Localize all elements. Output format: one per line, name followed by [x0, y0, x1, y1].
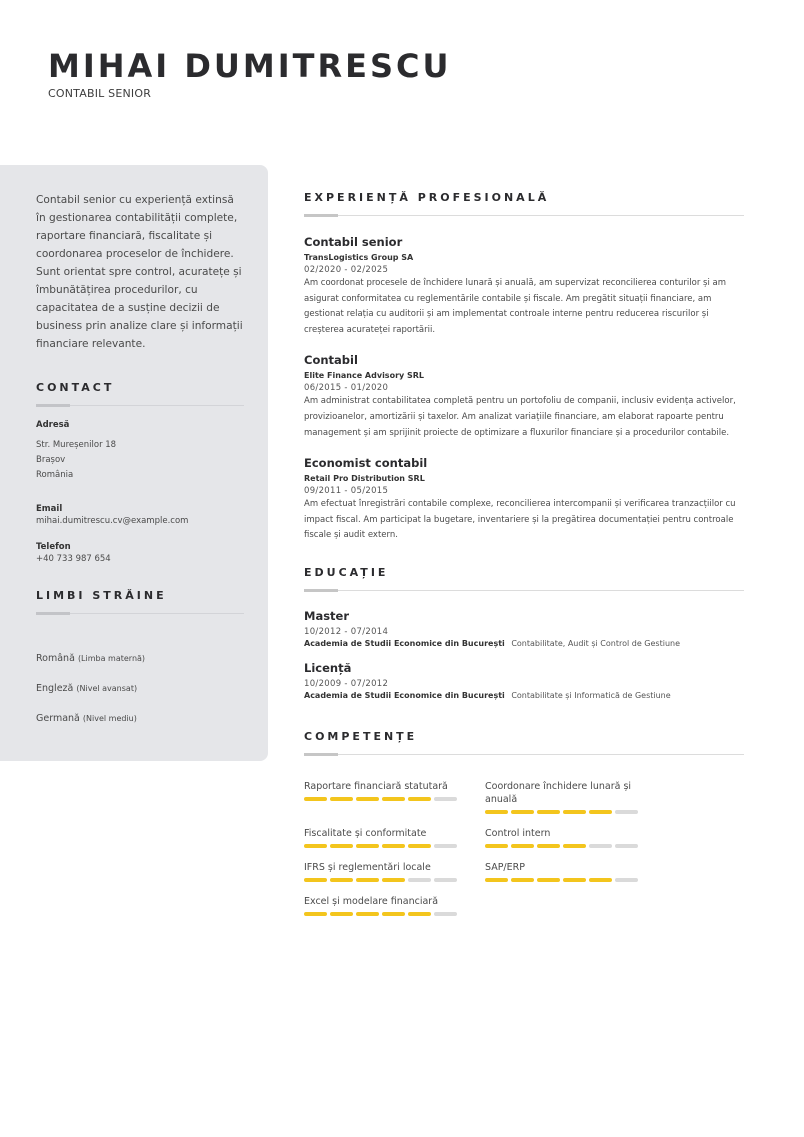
skill-segment-filled — [563, 844, 586, 848]
skill-name: Control intern — [485, 827, 551, 839]
language-item — [36, 711, 244, 726]
experience-section — [304, 191, 744, 544]
language-name: Engleză — [36, 683, 74, 694]
education-dates: 10/2009 - 07/2012 — [304, 678, 389, 689]
skill-segment-filled — [304, 797, 327, 801]
language-level: (Nivel avansat) — [76, 684, 138, 693]
education-entry — [304, 661, 744, 700]
skill-segment-filled — [330, 912, 353, 916]
skill-item — [304, 827, 485, 848]
skill-name: Fiscalitate și conformitate — [304, 827, 427, 839]
skill-item — [304, 780, 485, 814]
language-item — [36, 651, 244, 666]
education-dates: 10/2012 - 07/2014 — [304, 626, 389, 637]
skill-segment-filled — [330, 878, 353, 882]
email-label: Email — [36, 504, 63, 514]
skill-rating-bar — [485, 878, 666, 882]
job-company: Retail Pro Distribution SRL — [304, 474, 425, 484]
skill-segment-empty — [434, 912, 457, 916]
job-dates: 06/2015 - 01/2020 — [304, 383, 389, 394]
experience-heading: EXPERIENȚĂ PROFESIONALĂ — [304, 191, 550, 204]
skill-segment-filled — [563, 810, 586, 814]
skill-rating-bar — [485, 844, 666, 848]
job-dates: 09/2011 - 05/2015 — [304, 486, 389, 497]
skill-segment-filled — [382, 878, 405, 882]
skill-name: IFRS și reglementări locale — [304, 861, 431, 873]
job-dates: 02/2020 - 02/2025 — [304, 265, 389, 275]
languages-heading: LIMBI STRĂINE — [36, 589, 167, 602]
section-divider — [304, 214, 744, 217]
address-label: Adresă — [36, 420, 70, 430]
job-company: Elite Finance Advisory SRL — [304, 371, 425, 381]
skill-segment-filled — [356, 912, 379, 916]
skill-segment-empty — [615, 878, 638, 882]
skill-segment-filled — [382, 844, 405, 848]
skill-segment-empty — [615, 810, 638, 814]
language-name: Română — [36, 653, 75, 664]
main-content — [304, 191, 744, 916]
job-entry — [304, 235, 744, 338]
job-entry — [304, 456, 744, 544]
language-level: (Nivel mediu) — [82, 714, 137, 723]
email-value[interactable]: mihai.dumitrescu.cv@example.com — [36, 516, 189, 526]
job-entry — [304, 353, 744, 441]
skill-item — [304, 895, 485, 916]
skill-segment-filled — [589, 878, 612, 882]
section-divider — [304, 589, 744, 592]
skill-name: Excel și modelare financiară — [304, 895, 439, 907]
skills-grid — [304, 780, 744, 916]
address-block — [36, 420, 244, 483]
skill-segment-filled — [356, 797, 379, 801]
skill-rating-bar — [304, 878, 485, 882]
education-school: Academia de Studii Economice din București — [304, 690, 505, 700]
education-field: Contabilitate, Audit și Control de Gestiune — [511, 638, 681, 648]
education-heading: EDUCAȚIE — [304, 565, 389, 579]
language-level: (Limba maternă) — [77, 654, 146, 663]
skill-item — [485, 861, 666, 882]
contact-heading: CONTACT — [36, 381, 115, 394]
skills-heading: COMPETENȚE — [304, 729, 418, 743]
job-title: Contabil senior — [304, 235, 403, 249]
skill-name: SAP/ERP — [485, 861, 525, 873]
education-section — [304, 566, 744, 700]
skills-section — [304, 730, 744, 916]
education-field: Contabilitate și Informatică de Gestiune — [511, 690, 671, 700]
education-school: Academia de Studii Economice din București — [304, 638, 505, 648]
skill-segment-filled — [304, 878, 327, 882]
education-degree: Master — [304, 608, 350, 623]
skill-segment-empty — [434, 844, 457, 848]
job-title: Economist contabil — [304, 456, 428, 471]
language-item — [36, 681, 244, 696]
language-name: Germană — [36, 713, 80, 724]
skill-segment-filled — [408, 912, 431, 916]
job-company: TransLogistics Group SA — [304, 253, 414, 262]
skill-segment-filled — [537, 810, 560, 814]
education-degree: Licență — [304, 660, 352, 675]
skill-name: Raportare financiară statutară — [304, 780, 448, 792]
skill-segment-filled — [408, 797, 431, 801]
skill-item — [485, 827, 666, 848]
skill-segment-filled — [304, 844, 327, 848]
section-divider — [36, 612, 244, 615]
skill-segment-filled — [511, 844, 534, 848]
skill-segment-filled — [589, 810, 612, 814]
skill-segment-empty — [408, 878, 431, 882]
candidate-name: MIHAI DUMITRESCU — [48, 47, 452, 85]
skill-segment-filled — [382, 912, 405, 916]
address-street: Str. Mureșenilor 18 — [36, 440, 117, 450]
skill-segment-filled — [408, 844, 431, 848]
skill-segment-filled — [485, 844, 508, 848]
skill-rating-bar — [304, 797, 485, 801]
skill-segment-filled — [382, 797, 405, 801]
skill-item — [304, 861, 485, 882]
skill-segment-filled — [485, 810, 508, 814]
skill-rating-bar — [304, 912, 485, 916]
email-block — [36, 504, 244, 529]
job-description: Am administrat contabilitatea completă pentru un portofoliu de companii, inclusiv evidența activelor, provizioanelor, amortizării și taxelor. Am analizat variațiile financiare, am elaborat rapoarte pentru management și am sprijinit proiecte de optimizare a fluxurilor financiare și a procedurilor contabile. — [304, 396, 736, 438]
skill-segment-empty — [434, 797, 457, 801]
skill-segment-filled — [563, 878, 586, 882]
education-entry — [304, 609, 744, 648]
skill-segment-filled — [356, 878, 379, 882]
skill-rating-bar — [485, 810, 666, 814]
skill-segment-filled — [485, 878, 508, 882]
section-divider — [36, 404, 244, 407]
skill-segment-filled — [511, 878, 534, 882]
sidebar — [0, 165, 268, 761]
job-description: Am coordonat procesele de închidere lunară și anuală, am supervizat reconcilierea conturilor și am asigurat conformitatea cu reglementările contabile și fiscale. Am pregătit situații financiare, am gestionat relația cu auditorii și am implementat controale interne pentru reducerea riscurilor și creșterea acurateței raportării. — [304, 278, 727, 335]
skill-segment-filled — [511, 810, 534, 814]
phone-block — [36, 542, 244, 567]
phone-label: Telefon — [36, 542, 71, 552]
contact-section — [36, 381, 244, 567]
profile-summary: Contabil senior cu experiență extinsă în gestionarea contabilității complete, raportare financiară, fiscalitate și coordonarea proceselor de închidere. Sunt orientat spre control, acuratețe și îmbunătățirea procedurilor, cu capacitatea de a susține decizii de business prin analize clare și informații financiare relevante. — [36, 194, 243, 350]
skill-segment-empty — [434, 878, 457, 882]
skill-name: Coordonare închidere lunară și anuală — [485, 780, 632, 805]
address-country: România — [36, 470, 74, 480]
skill-segment-filled — [537, 878, 560, 882]
skill-segment-empty — [615, 844, 638, 848]
skill-segment-filled — [330, 844, 353, 848]
skill-segment-filled — [304, 912, 327, 916]
skill-segment-filled — [537, 844, 560, 848]
skill-rating-bar — [304, 844, 485, 848]
skill-segment-filled — [330, 797, 353, 801]
languages-section — [36, 589, 244, 726]
skill-item — [485, 780, 666, 814]
resume-header — [48, 46, 451, 100]
skill-segment-empty — [589, 844, 612, 848]
candidate-title: CONTABIL SENIOR — [48, 87, 152, 100]
job-description: Am efectuat înregistrări contabile complexe, reconcilierea intercompanii și verificarea tranzacțiilor cu impact fiscal. Am participat la bugetare, inventariere și la pregătirea documentației pentru controale fiscale și audit extern. — [304, 499, 736, 541]
skill-segment-filled — [356, 844, 379, 848]
section-divider — [304, 753, 744, 756]
job-title: Contabil — [304, 353, 358, 368]
phone-value[interactable]: +40 733 987 654 — [36, 554, 111, 564]
address-city: Brașov — [36, 455, 66, 465]
